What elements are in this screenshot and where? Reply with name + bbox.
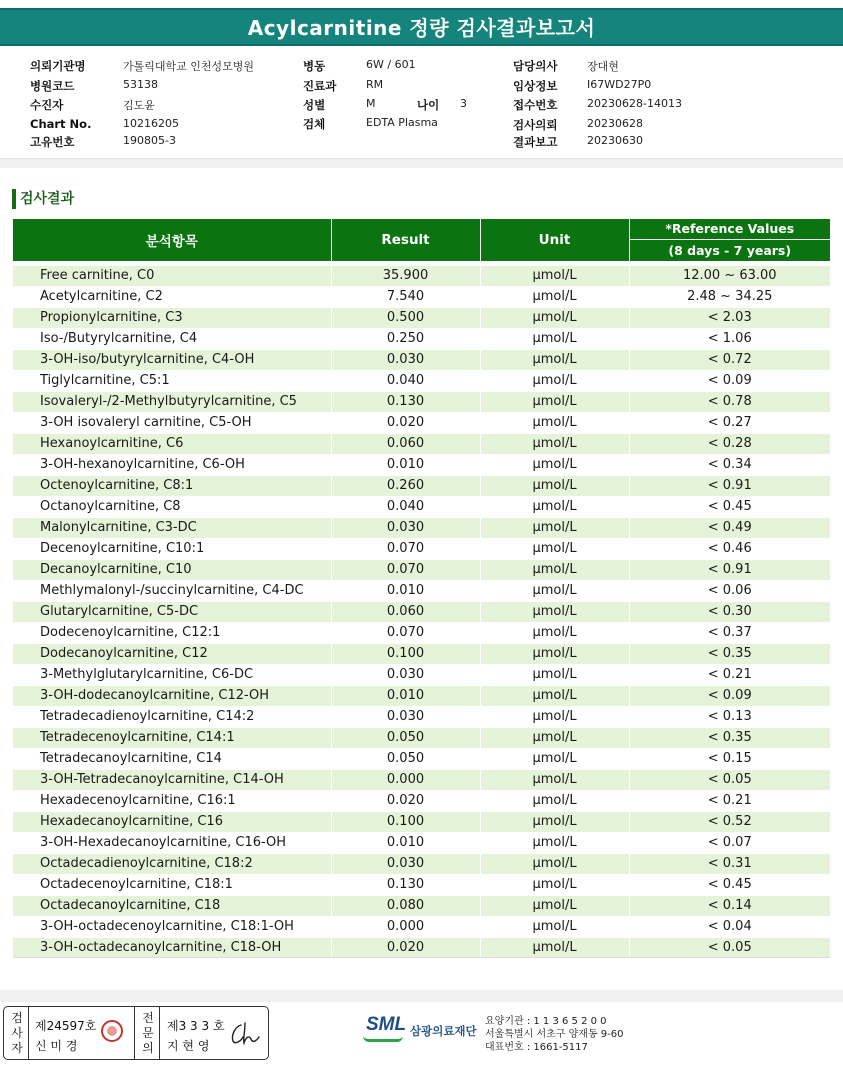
unit-value: μmol/L <box>480 706 629 727</box>
analyte-name: 3-OH-octadecenoylcarnitine, C18:1-OH <box>13 916 331 937</box>
table-row <box>13 916 830 937</box>
analyte-name: Propionylcarnitine, C3 <box>13 307 331 328</box>
analyte-name: 3-OH-octadecanoylcarnitine, C18-OH <box>13 937 331 958</box>
table-row <box>13 874 830 895</box>
header-unit: Unit <box>480 219 629 261</box>
table-row <box>13 685 830 706</box>
result-value: 0.250 <box>331 328 480 349</box>
analyte-name: 3-OH-Tetradecanoylcarnitine, C14-OH <box>13 769 331 790</box>
reference-value: < 0.21 <box>629 790 830 811</box>
unit-value: μmol/L <box>480 748 629 769</box>
divider <box>159 1007 160 1059</box>
report-title: Acylcarnitine 정량 검사결과보고서 <box>0 8 843 46</box>
result-value: 0.010 <box>331 580 480 601</box>
unit-value: μmol/L <box>480 370 629 391</box>
doctor-label: 전 문 의 <box>142 1011 154 1055</box>
result-value: 0.020 <box>331 790 480 811</box>
reference-value: < 0.05 <box>629 937 830 958</box>
patient-label: 수진자 <box>30 98 64 112</box>
age-label: 나이 <box>417 98 440 112</box>
table-row <box>13 391 830 412</box>
unit-value: μmol/L <box>480 895 629 916</box>
doctor-value: 장대현 <box>587 60 619 73</box>
analyte-name: Malonylcarnitine, C3-DC <box>13 517 331 538</box>
analyte-name: 3-OH isovaleryl carnitine, C5-OH <box>13 412 331 433</box>
result-value: 7.540 <box>331 286 480 307</box>
result-value: 0.070 <box>331 559 480 580</box>
header-reference-range: (8 days - 7 years) <box>629 239 830 261</box>
ward-value: 6W / 601 <box>366 58 416 71</box>
table-row <box>13 643 830 664</box>
table-row <box>13 853 830 874</box>
reference-value: < 0.91 <box>629 559 830 580</box>
analyte-name: 3-OH-hexanoylcarnitine, C6-OH <box>13 454 331 475</box>
unit-value: μmol/L <box>480 265 629 286</box>
result-value: 0.010 <box>331 454 480 475</box>
header-item: 분석항목 <box>13 219 331 261</box>
lab-info <box>485 1015 624 1054</box>
reference-value: < 0.28 <box>629 433 830 454</box>
unit-value: μmol/L <box>480 601 629 622</box>
result-value: 0.000 <box>331 769 480 790</box>
analyte-name: Iso-/Butyrylcarnitine, C4 <box>13 328 331 349</box>
analyte-name: Free carnitine, C0 <box>13 265 331 286</box>
request-date-label: 검사의뢰 <box>513 118 558 132</box>
tester-license: 제24597호 <box>35 1019 97 1033</box>
table-row <box>13 265 830 286</box>
department-value: RM <box>366 78 384 91</box>
unit-value: μmol/L <box>480 622 629 643</box>
doctor-license: 제3 3 3 호 <box>167 1019 225 1033</box>
reference-value: < 0.07 <box>629 832 830 853</box>
result-value: 0.050 <box>331 727 480 748</box>
result-value: 0.500 <box>331 307 480 328</box>
unit-value: μmol/L <box>480 475 629 496</box>
clinical-info-label: 임상정보 <box>513 79 558 93</box>
department-label: 진료과 <box>303 79 337 93</box>
analyte-name: Dodecenoylcarnitine, C12:1 <box>13 622 331 643</box>
unit-value: μmol/L <box>480 832 629 853</box>
analyte-name: 3-OH-dodecanoylcarnitine, C12-OH <box>13 685 331 706</box>
table-row <box>13 433 830 454</box>
header-result: Result <box>331 219 480 261</box>
unit-value: μmol/L <box>480 643 629 664</box>
analyte-name: Decenoylcarnitine, C10:1 <box>13 538 331 559</box>
analyte-name: Isovaleryl-/2-Methylbutyrylcarnitine, C5 <box>13 391 331 412</box>
section-title-text: 검사결과 <box>20 191 75 207</box>
reference-value: < 0.52 <box>629 811 830 832</box>
unit-value: μmol/L <box>480 769 629 790</box>
unit-value: μmol/L <box>480 811 629 832</box>
reference-value: < 0.37 <box>629 622 830 643</box>
analyte-name: Decanoylcarnitine, C10 <box>13 559 331 580</box>
section-marker <box>12 189 16 209</box>
result-value: 35.900 <box>331 265 480 286</box>
reference-value: < 1.06 <box>629 328 830 349</box>
reference-value: 2.48 ~ 34.25 <box>629 286 830 307</box>
reference-value: < 0.45 <box>629 496 830 517</box>
result-value: 0.030 <box>331 706 480 727</box>
reference-value: < 0.30 <box>629 601 830 622</box>
reference-value: < 0.46 <box>629 538 830 559</box>
result-value: 0.040 <box>331 370 480 391</box>
reference-value: < 0.91 <box>629 475 830 496</box>
analyte-name: Octanoylcarnitine, C8 <box>13 496 331 517</box>
table-bottom-line <box>13 957 830 958</box>
result-value: 0.050 <box>331 748 480 769</box>
result-value: 0.020 <box>331 937 480 958</box>
results-table <box>13 219 830 959</box>
analyte-name: Hexadecanoylcarnitine, C16 <box>13 811 331 832</box>
analyte-name: Methlymalonyl-/succinylcarnitine, C4-DC <box>13 580 331 601</box>
table-row <box>13 496 830 517</box>
table-row <box>13 937 830 958</box>
analyte-name: Octadecenoylcarnitine, C18:1 <box>13 874 331 895</box>
signature-icon <box>227 1019 263 1047</box>
sex-label: 성별 <box>303 98 326 112</box>
reference-value: < 0.15 <box>629 748 830 769</box>
doctor-label: 담당의사 <box>513 59 558 73</box>
reference-value: < 2.03 <box>629 307 830 328</box>
result-value: 0.130 <box>331 391 480 412</box>
analyte-name: 3-Methylglutarylcarnitine, C6-DC <box>13 664 331 685</box>
table-row <box>13 370 830 391</box>
unit-value: μmol/L <box>480 286 629 307</box>
unit-value: μmol/L <box>480 790 629 811</box>
table-row <box>13 559 830 580</box>
tester-label: 검 사 자 <box>11 1011 23 1055</box>
result-value: 0.010 <box>331 685 480 706</box>
section-title <box>12 188 74 210</box>
unit-value: μmol/L <box>480 433 629 454</box>
reference-value: < 0.04 <box>629 916 830 937</box>
table-row <box>13 328 830 349</box>
unit-value: μmol/L <box>480 517 629 538</box>
patient-value: 김도윤 <box>123 99 155 112</box>
signature-box <box>3 1006 269 1060</box>
reference-value: < 0.21 <box>629 664 830 685</box>
reference-value: < 0.31 <box>629 853 830 874</box>
logo-swoosh-icon <box>363 1036 403 1042</box>
hospital-code-value: 53138 <box>123 78 158 91</box>
table-row <box>13 601 830 622</box>
result-value: 0.040 <box>331 496 480 517</box>
unit-value: μmol/L <box>480 580 629 601</box>
table-row <box>13 454 830 475</box>
clinical-info-value: I67WD27P0 <box>587 78 652 91</box>
table-row <box>13 832 830 853</box>
divider <box>134 1007 135 1059</box>
table-row <box>13 412 830 433</box>
sex-value: M <box>366 97 376 110</box>
hospital-value: 가톨릭대학교 인천성모병원 <box>123 60 255 73</box>
table-row <box>13 895 830 916</box>
unit-value: μmol/L <box>480 412 629 433</box>
report-date-label: 결과보고 <box>513 135 558 149</box>
unit-value: μmol/L <box>480 496 629 517</box>
analyte-name: Octadecadienoylcarnitine, C18:2 <box>13 853 331 874</box>
reference-value: < 0.09 <box>629 370 830 391</box>
analyte-name: 3-OH-iso/butyrylcarnitine, C4-OH <box>13 349 331 370</box>
result-value: 0.060 <box>331 601 480 622</box>
reference-value: < 0.34 <box>629 454 830 475</box>
reference-value: < 0.09 <box>629 685 830 706</box>
analyte-name: Hexanoylcarnitine, C6 <box>13 433 331 454</box>
reference-value: 12.00 ~ 63.00 <box>629 265 830 286</box>
analyte-name: Dodecanoylcarnitine, C12 <box>13 643 331 664</box>
unit-value: μmol/L <box>480 328 629 349</box>
unit-value: μmol/L <box>480 391 629 412</box>
header-reference: *Reference Values <box>629 219 830 239</box>
table-row <box>13 748 830 769</box>
result-value: 0.130 <box>331 874 480 895</box>
unit-value: μmol/L <box>480 664 629 685</box>
reference-value: < 0.05 <box>629 769 830 790</box>
unit-value: μmol/L <box>480 937 629 958</box>
table-row <box>13 517 830 538</box>
header-separator <box>0 158 843 168</box>
analyte-name: Glutarylcarnitine, C5-DC <box>13 601 331 622</box>
unique-no-value: 190805-3 <box>123 134 176 147</box>
table-row <box>13 307 830 328</box>
footer-separator <box>0 990 843 1002</box>
unique-no-label: 고유번호 <box>30 135 75 149</box>
lab-address: 서울특별시 서초구 양재동 9-60 <box>485 1029 624 1040</box>
reference-value: < 0.72 <box>629 349 830 370</box>
reference-value: < 0.78 <box>629 391 830 412</box>
lab-code: 요양기관 : 1 1 3 6 5 2 0 0 <box>485 1016 607 1027</box>
hospital-code-label: 병원코드 <box>30 79 75 93</box>
seal-stamp-icon <box>101 1020 123 1042</box>
reference-value: < 0.14 <box>629 895 830 916</box>
result-value: 0.100 <box>331 643 480 664</box>
unit-value: μmol/L <box>480 685 629 706</box>
analyte-name: Tiglylcarnitine, C5:1 <box>13 370 331 391</box>
report-date-value: 20230630 <box>587 134 643 147</box>
lab-name: 삼광의료재단 <box>410 1024 477 1038</box>
reference-value: < 0.13 <box>629 706 830 727</box>
age-value: 3 <box>460 97 467 110</box>
table-row <box>13 349 830 370</box>
request-date-value: 20230628 <box>587 117 643 130</box>
result-value: 0.100 <box>331 811 480 832</box>
tester-name: 신 미 경 <box>35 1039 78 1053</box>
table-row <box>13 475 830 496</box>
result-value: 0.260 <box>331 475 480 496</box>
reference-value: < 0.06 <box>629 580 830 601</box>
analyte-name: Octadecanoylcarnitine, C18 <box>13 895 331 916</box>
lab-phone: 대표번호 : 1661-5117 <box>485 1042 588 1053</box>
unit-value: μmol/L <box>480 454 629 475</box>
reference-value: < 0.49 <box>629 517 830 538</box>
table-row <box>13 580 830 601</box>
analyte-name: Tetradecanoylcarnitine, C14 <box>13 748 331 769</box>
analyte-name: Tetradecadienoylcarnitine, C14:2 <box>13 706 331 727</box>
unit-value: μmol/L <box>480 874 629 895</box>
unit-value: μmol/L <box>480 559 629 580</box>
table-row <box>13 622 830 643</box>
doctor-name: 지 현 영 <box>167 1039 210 1053</box>
result-value: 0.030 <box>331 349 480 370</box>
unit-value: μmol/L <box>480 307 629 328</box>
result-value: 0.030 <box>331 517 480 538</box>
reference-value: < 0.35 <box>629 727 830 748</box>
analyte-name: Hexadecenoylcarnitine, C16:1 <box>13 790 331 811</box>
result-value: 0.080 <box>331 895 480 916</box>
chart-no-value: 10216205 <box>123 117 179 130</box>
analyte-name: Octenoylcarnitine, C8:1 <box>13 475 331 496</box>
analyte-name: Tetradecenoylcarnitine, C14:1 <box>13 727 331 748</box>
reference-value: < 0.27 <box>629 412 830 433</box>
analyte-name: Acetylcarnitine, C2 <box>13 286 331 307</box>
table-row <box>13 286 830 307</box>
unit-value: μmol/L <box>480 916 629 937</box>
specimen-value: EDTA Plasma <box>366 116 438 129</box>
analyte-name: 3-OH-Hexadecanoylcarnitine, C16-OH <box>13 832 331 853</box>
result-value: 0.060 <box>331 433 480 454</box>
chart-no-label: Chart No. <box>30 117 92 131</box>
reference-value: < 0.45 <box>629 874 830 895</box>
receipt-no-value: 20230628-14013 <box>587 97 682 110</box>
result-value: 0.070 <box>331 538 480 559</box>
result-value: 0.070 <box>331 622 480 643</box>
unit-value: μmol/L <box>480 349 629 370</box>
result-value: 0.020 <box>331 412 480 433</box>
patient-info <box>0 56 843 156</box>
unit-value: μmol/L <box>480 853 629 874</box>
results-body <box>13 261 830 958</box>
table-row <box>13 727 830 748</box>
specimen-label: 검체 <box>303 117 326 131</box>
logo-mark: SML <box>366 1014 407 1035</box>
table-row <box>13 664 830 685</box>
unit-value: μmol/L <box>480 538 629 559</box>
divider <box>28 1007 29 1059</box>
table-row <box>13 790 830 811</box>
table-row <box>13 769 830 790</box>
result-value: 0.000 <box>331 916 480 937</box>
result-value: 0.030 <box>331 853 480 874</box>
hospital-label: 의뢰기관명 <box>30 59 86 73</box>
reference-value: < 0.35 <box>629 643 830 664</box>
unit-value: μmol/L <box>480 727 629 748</box>
ward-label: 병동 <box>303 59 326 73</box>
table-row <box>13 811 830 832</box>
table-row <box>13 706 830 727</box>
result-value: 0.030 <box>331 664 480 685</box>
result-value: 0.010 <box>331 832 480 853</box>
table-row <box>13 538 830 559</box>
receipt-no-label: 접수번호 <box>513 98 558 112</box>
